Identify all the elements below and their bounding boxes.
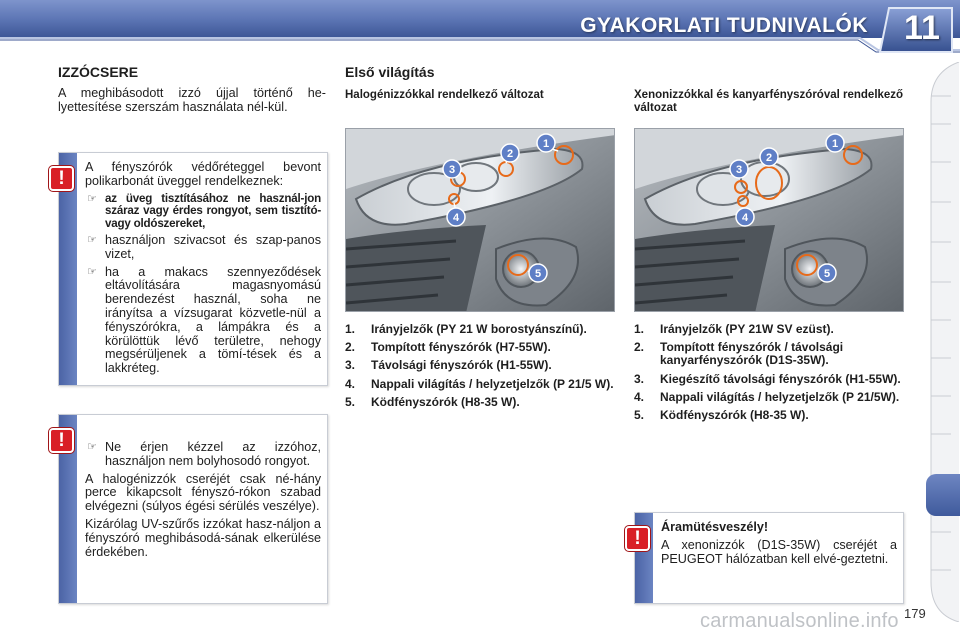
pointing-hand-icon: ☞ bbox=[87, 234, 97, 247]
list-item: ☞ használjon szivacsot és szap-panos vizet, bbox=[87, 233, 321, 261]
pointing-hand-icon: ☞ bbox=[87, 192, 97, 205]
list-item: 1. Irányjelzők (PY 21 W borostyánszínű). bbox=[345, 322, 587, 336]
svg-text:1: 1 bbox=[831, 138, 839, 150]
page-edge-graphic bbox=[925, 62, 960, 622]
list-item: 2. Tompított fényszórók (H7-55W). bbox=[345, 340, 551, 355]
callout-marker-1 bbox=[826, 134, 844, 152]
callout-marker-5 bbox=[818, 264, 836, 282]
chapter-header bbox=[0, 0, 960, 54]
list-item: ☞ ha a makacs szennyeződések eltávolítására magasnyomású berendezést használ, soha ne irányítsa a vízsugarat közvetle-nül a fényszórókra, a lámpákra és a körülöttük lévő területre, nehogy megsérüljenek a tömí-tések és a lakkréteg. bbox=[87, 264, 321, 376]
callout-marker-1 bbox=[537, 134, 555, 152]
warning-box-electric-shock bbox=[634, 512, 904, 604]
list-item: 5. Ködfényszórók (H8-35 W). bbox=[345, 394, 520, 409]
svg-text:3: 3 bbox=[448, 164, 456, 176]
warning-box-bulb-handling bbox=[58, 414, 328, 604]
svg-text:2: 2 bbox=[765, 152, 773, 164]
xenon-headlamp-photo bbox=[634, 128, 904, 312]
watermark: carmanualsonline.info bbox=[700, 610, 899, 632]
list-item: 3. Távolsági fényszórók (H1-55W). bbox=[345, 358, 552, 373]
list-item: 5. Ködfényszórók (H8-35 W). bbox=[634, 408, 809, 423]
svg-text:4: 4 bbox=[741, 212, 749, 224]
chapter-number: 11 bbox=[904, 9, 940, 47]
callout-markers bbox=[635, 129, 904, 312]
section-title-front-lights: Első világítás bbox=[345, 64, 435, 80]
callout-marker-3 bbox=[443, 160, 461, 178]
svg-text:1: 1 bbox=[542, 138, 550, 150]
list-item: 3. Kiegészítő távolsági fényszórók (H1-55W). bbox=[634, 371, 901, 386]
warning-box-content bbox=[85, 161, 321, 380]
warning-bullet-list bbox=[85, 441, 321, 469]
svg-text:3: 3 bbox=[735, 164, 743, 176]
list-item: ☞ az üveg tisztításához ne használ-jon száraz vagy érdes rongyot, sem tisztító- vagy oldószereket, bbox=[87, 191, 321, 230]
list-item: ☞ Ne érjen kézzel az izzóhoz, használjon nem bolyhosodó rongyot. bbox=[87, 440, 321, 468]
warning-box-content bbox=[661, 521, 897, 570]
callout-marker-5 bbox=[529, 264, 547, 282]
svg-text:5: 5 bbox=[823, 268, 831, 280]
variant-title-xenon: Xenonizzókkal és kanyarfényszóróval rendelkező változat bbox=[634, 89, 904, 114]
list-item: 4. Nappali világítás / helyzetjelzők (P 21/5 W). bbox=[345, 376, 614, 391]
section-title-bulb-change: IZZÓCSERE bbox=[58, 64, 139, 80]
warning-bullet-list bbox=[85, 193, 321, 376]
warning-text: A fényszórók védőréteggel bevont polikarbonát üveggel rendelkeznek: bbox=[85, 160, 321, 188]
callout-marker-3 bbox=[730, 160, 748, 178]
pointing-hand-icon: ☞ bbox=[87, 265, 97, 278]
xenon-legend-list bbox=[634, 323, 914, 427]
halogen-legend-list bbox=[345, 323, 620, 414]
chapter-title: GYAKORLATI TUDNIVALÓK bbox=[580, 14, 868, 37]
svg-text:4: 4 bbox=[452, 212, 460, 224]
warning-title: Áramütésveszély! bbox=[661, 520, 769, 534]
variant-title-halogen: Halogénizzókkal rendelkező változat bbox=[345, 89, 544, 101]
warning-exclamation-icon: ! bbox=[49, 428, 74, 453]
list-item: 2. Tompított fényszórók / távolsági kanyarfényszórók (D1S-35W). bbox=[634, 340, 844, 368]
warning-text: A xenonizzók (D1S-35W) cseréjét a PEUGEOT hálózatban kell elvé-geztetni. bbox=[661, 537, 897, 566]
pointing-hand-icon: ☞ bbox=[87, 441, 97, 453]
warning-box-content bbox=[85, 441, 321, 563]
callout-marker-4 bbox=[447, 208, 465, 226]
warning-exclamation-icon: ! bbox=[49, 166, 74, 191]
page-number: 179 bbox=[904, 606, 926, 621]
page-edge-tabs bbox=[925, 62, 960, 622]
warning-box-lens-care bbox=[58, 152, 328, 386]
callout-marker-2 bbox=[501, 144, 519, 162]
svg-text:5: 5 bbox=[534, 268, 542, 280]
intro-paragraph: A meghibásodott izzó újjal történő he-lyettesítése szerszám használata nél-kül. bbox=[58, 86, 326, 114]
list-item: 1. Irányjelzők (PY 21W SV ezüst). bbox=[634, 322, 834, 336]
warning-paragraph: Kizárólag UV-szűrős izzókat hasz-náljon a fényszóró meghibásodá-sának elkerülése érdekében. bbox=[85, 516, 321, 559]
active-chapter-tab[interactable] bbox=[926, 474, 960, 516]
callout-markers bbox=[346, 129, 615, 312]
list-item: 4. Nappali világítás / helyzetjelzők (P 21/5W). bbox=[634, 389, 900, 404]
callout-marker-4 bbox=[736, 208, 754, 226]
halogen-headlamp-photo bbox=[345, 128, 615, 312]
callout-marker-2 bbox=[760, 148, 778, 166]
warning-paragraph: A halogénizzók cseréjét csak né-hány perce kikapcsolt fényszó-rókon szabad elvégezni (súlyos égési sérülés veszélye). bbox=[85, 471, 321, 514]
svg-text:2: 2 bbox=[506, 148, 514, 160]
warning-exclamation-icon: ! bbox=[625, 526, 650, 551]
